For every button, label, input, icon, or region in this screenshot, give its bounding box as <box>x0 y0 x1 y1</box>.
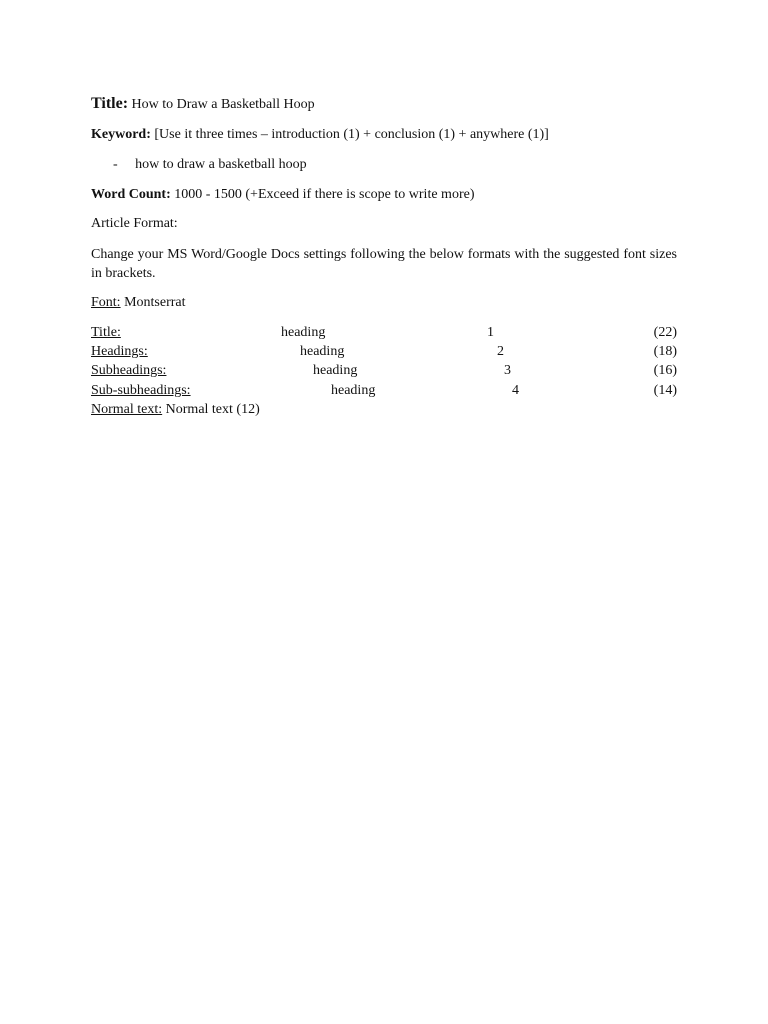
instructions-paragraph: Change your MS Word/Google Docs settings following the below formats with the suggested font sizes in brackets. <box>91 247 677 281</box>
article-format-heading <box>91 215 178 233</box>
format-size: (22) <box>653 325 677 340</box>
format-level: 1 <box>487 325 494 340</box>
format-word: heading <box>331 383 376 398</box>
bullet-marker: - <box>113 157 118 172</box>
format-label: Subheadings: <box>91 363 167 378</box>
title-value: How to Draw a Basketball Hoop <box>131 97 315 112</box>
keyword-bullet <box>113 156 307 174</box>
normal-text-line <box>91 401 260 419</box>
title-line <box>91 95 315 114</box>
title-label: Title: <box>91 95 129 112</box>
keyword-label: Keyword: <box>91 127 151 142</box>
font-line <box>91 294 186 312</box>
normal-text-label: Normal text: <box>91 402 163 417</box>
word-count-line <box>91 186 474 204</box>
format-level: 3 <box>504 363 511 378</box>
word-count-label: Word Count: <box>91 187 171 202</box>
bullet-text: how to draw a basketball hoop <box>135 157 307 172</box>
article-format-label: Article Format: <box>91 216 178 231</box>
normal-text-value: Normal text (12) <box>165 402 260 417</box>
format-word: heading <box>313 363 358 378</box>
format-label: Headings: <box>91 344 148 359</box>
format-size: (18) <box>653 344 677 359</box>
format-size: (14) <box>653 383 677 398</box>
format-row-headings <box>91 342 677 361</box>
word-count-value: 1000 - 1500 (+Exceed if there is scope to write more) <box>174 187 475 202</box>
format-word: heading <box>281 325 326 340</box>
format-level: 2 <box>497 344 504 359</box>
format-row-sub-subheadings <box>91 381 677 400</box>
format-size: (16) <box>653 363 677 378</box>
format-label: Title: <box>91 325 121 340</box>
format-level: 4 <box>512 383 519 398</box>
keyword-line <box>91 126 549 144</box>
format-word: heading <box>300 344 345 359</box>
font-value: Montserrat <box>124 295 186 310</box>
keyword-value: [Use it three times – introduction (1) + conclusion (1) + anywhere (1)] <box>154 127 549 142</box>
format-label: Sub-subheadings: <box>91 383 191 398</box>
format-row-subheadings <box>91 361 677 380</box>
font-label: Font: <box>91 295 121 310</box>
format-row-title <box>91 323 677 342</box>
